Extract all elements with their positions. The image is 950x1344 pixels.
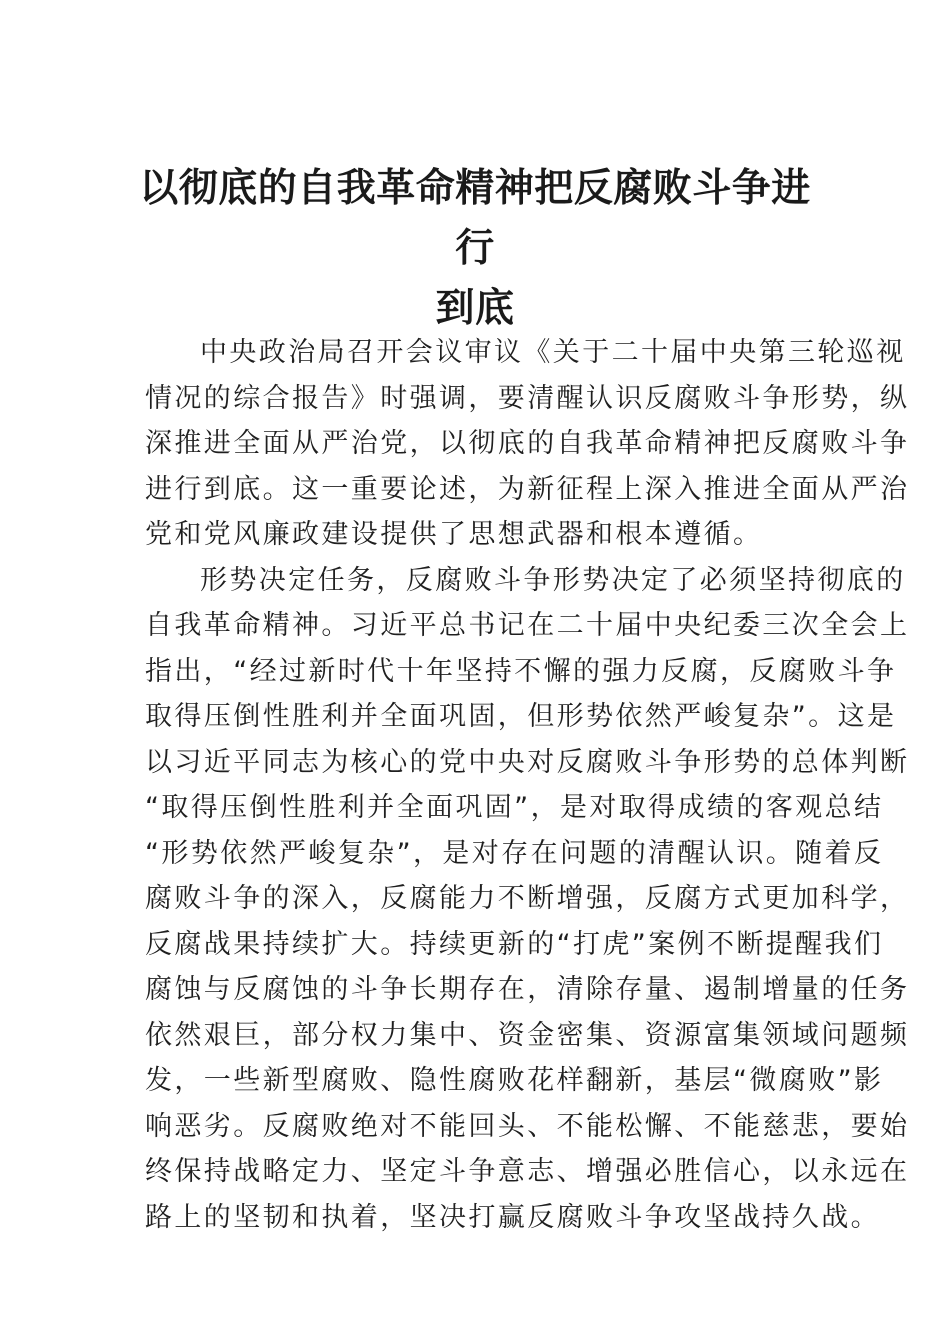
document-body (145, 330, 910, 1240)
paragraph-line: 进行到底。这一重要论述，为新征程上深入推进全面从严治 (145, 473, 910, 505)
paragraph-line: “形势依然严峻复杂”，是对存在问题的清醒认识。随着反 (145, 837, 884, 869)
paragraph-line: 形势决定任务，反腐败斗争形势决定了必须坚持彻底的 (200, 564, 906, 596)
paragraph-line: 腐蚀与反腐蚀的斗争长期存在，清除存量、遏制增量的任务 (145, 974, 910, 1005)
paragraph-line: 指出，“经过新时代十年坚持不懈的强力反腐，反腐败斗争 (145, 655, 897, 687)
title-line-2: 到底 (435, 285, 515, 331)
paragraph-line: 中央政治局召开会议审议《关于二十届中央第三轮巡视 (200, 337, 906, 368)
paragraph-line: 情况的综合报告》时强调，要清醒认识反腐败斗争形势，纵 (145, 382, 910, 414)
paragraph-line: 响恶劣。反腐败绝对不能回头、不能松懈、不能慈悲，要始 (145, 1110, 910, 1142)
paragraph-line: 取得压倒性胜利并全面巩固，但形势依然严峻复杂”。这是 (145, 701, 897, 732)
paragraph-line: 终保持战略定力、坚定斗争意志、增强必胜信心，以永远在 (145, 1156, 910, 1187)
paragraph-line: 反腐战果持续扩大。持续更新的“打虎”案例不断提醒我们 (145, 928, 884, 960)
paragraph-2 (145, 558, 910, 1241)
paragraph-line: 以习近平同志为核心的党中央对反腐败斗争形势的总体判断 (145, 746, 910, 778)
paragraph-1 (145, 330, 910, 558)
paragraph-line: 自我革命精神。习近平总书记在二十届中央纪委三次全会上 (145, 610, 910, 641)
paragraph-line: 依然艰巨，部分权力集中、资金密集、资源富集领域问题频 (145, 1019, 910, 1051)
paragraph-line: 腐败斗争的深入，反腐能力不断增强，反腐方式更加科学， (145, 883, 910, 914)
paragraph-line: 发，一些新型腐败、隐性腐败花样翻新，基层“微腐败”影 (145, 1065, 884, 1096)
paragraph-line: “取得压倒性胜利并全面巩固”，是对取得成绩的客观总结 (145, 792, 884, 823)
paragraph-line: 党和党风廉政建设提供了思想武器和根本遵循。 (145, 519, 763, 550)
paragraph-line: 路上的坚韧和执着，坚决打赢反腐败斗争攻坚战持久战。 (145, 1201, 880, 1233)
paragraph-line: 深推进全面从严治党，以彻底的自我革命精神把反腐败斗争 (145, 428, 910, 459)
document-title (120, 158, 830, 338)
title-line-1: 以彻底的自我革命精神把反腐败斗争进行 (139, 165, 811, 271)
